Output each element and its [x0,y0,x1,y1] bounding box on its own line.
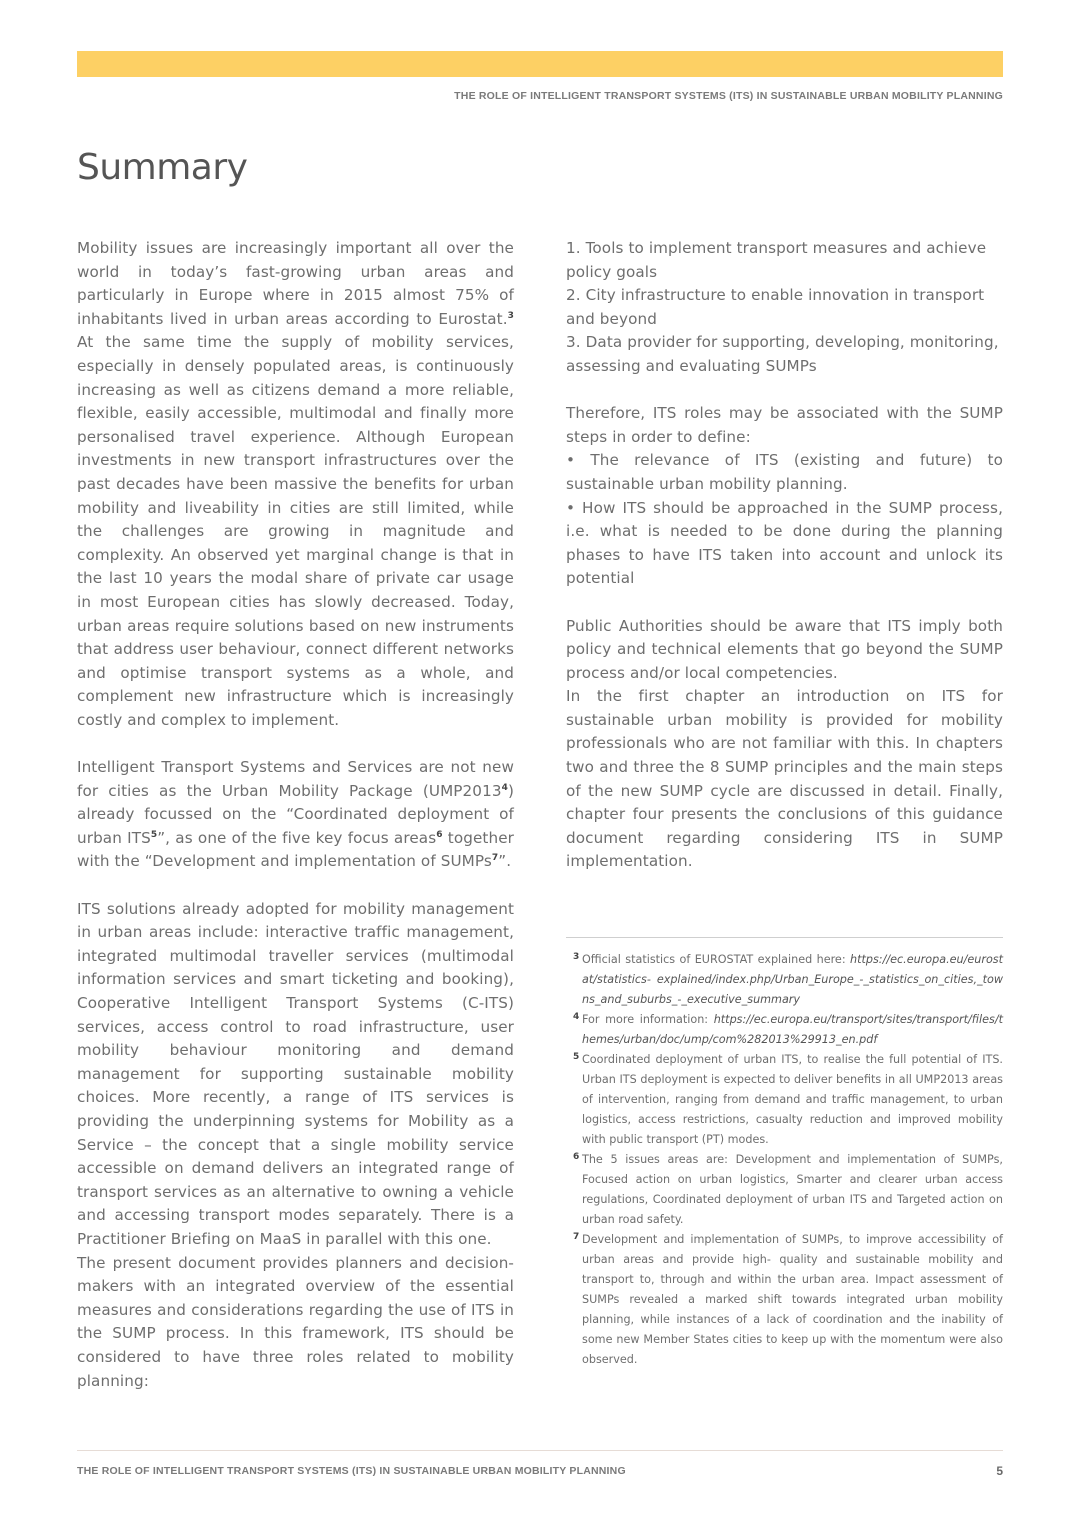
footnote-ref-3[interactable]: 3 [507,310,514,321]
page-number: 5 [996,1464,1003,1478]
right-column [566,237,1003,874]
role-item: 3. Data provider for supporting, developing, monitoring, assessing and evaluating SUMPs [566,333,999,375]
paragraph-public-authorities: Public Authorities should be aware that ITS imply both policy and technical elements that go beyond the SUMP process and/or local competencies. [566,616,1003,682]
page-title: Summary [77,147,248,188]
footnote-5: 5 Coordinated deployment of urban ITS, to realise the full potential of ITS. Urban ITS deployment is expected to deliver benefits in all UMP2013 areas of intervention, ranging from demand and traffic management, to urban logistics, access restrictions, casualty reduction and improved mobility with public transport (PT) modes. [573,1052,1003,1146]
footnote-ref-5[interactable]: 5 [150,829,158,840]
footnote-ref-4[interactable]: 4 [501,782,508,793]
footnote-4: 4 For more information: https://ec.europa.eu/transport/sites/transport/files/themes/urban/doc/ump/com%282013%29913_en.pdf [573,1012,1003,1046]
footnote-ref-6[interactable]: 6 [436,829,443,840]
footnotes [573,950,1003,1370]
running-header: THE ROLE OF INTELLIGENT TRANSPORT SYSTEMS (ITS) IN SUSTAINABLE URBAN MOBILITY PLANNING [454,90,1003,102]
footnote-6: 6 The 5 issues areas are: Development and implementation of SUMPs, Focused action on urban logistics, Smarter and clearer urban access regulations, Coordinated deployment of urban ITS and Targeted action on urban road safety. [573,1152,1003,1226]
header-accent-bar [77,51,1003,77]
footnote-link[interactable]: https://ec.europa.eu/eurostat/statistics- explained/index.php/Urban_Europe_-_statistics_on_cities,_towns_and_suburbs_-_executive_summary [582,953,1003,1006]
left-column [77,237,514,1393]
footnote-link[interactable]: https://ec.europa.eu/transport/sites/transport/files/themes/urban/doc/ump/com%282013%29913_en.pdf [582,1013,1003,1046]
footer-divider [77,1450,1003,1451]
paragraph-intro: Mobility issues are increasingly important all over the world in today’s fast-growing urban areas and particularly in Europe where in 2015 almost 75% of inhabitants lived in urban areas according to Eurostat.$^3$ At the same time the supply of mobility services, especially in densely populated areas, is continuously increasing as well as citizens demand a more reliable, flexible, easily accessible, multimodal and finally more personalised travel experience. Although European investments in new transport infrastructures over the past decades have been massive the benefits for urban mobility and liveability in cities are still limited, while the challenges are growing in magnitude and complexity. An observed yet marginal change is that in the last 10 years the modal share of private car usage in most European cities has slowly decreased. Today, urban areas require solutions based on new instruments that address user behaviour, connect different networks and optimise transport systems as a whole, and complement new infrastructure which is increasingly costly and complex to implement. [77,239,514,729]
paragraph-chapters: In the first chapter an introduction on ITS for sustainable urban mobility is provided for mobility professionals who are not familiar with this. In chapters two and three the 8 SUMP principles and the main steps of the new SUMP cycle are discussed in detail. Finally, chapter four presents the conclusions of this guidance document regarding considering ITS in SUMP implementation. [566,687,1003,871]
footer-title: THE ROLE OF INTELLIGENT TRANSPORT SYSTEMS (ITS) IN SUSTAINABLE URBAN MOBILITY PLANNING [77,1465,626,1477]
bullet-item: • The relevance of ITS (existing and future) to sustainable urban mobility planning. [566,451,1003,493]
paragraph-its-not-new: Intelligent Transport Systems and Services are not new for cities as the Urban Mobility Package (UMP2013$^4$) already focussed on the “Coordinated deployment of urban ITS$^5$”, as one of the five key focus areas$^6$ together with the “Development and implementation of SUMPs$^7$”. [77,758,514,871]
role-item: 2. City infrastructure to enable innovation in transport and beyond [566,286,985,328]
footnote-7: 7 Development and implementation of SUMPs, to improve accessibility of urban areas and provide high- quality and sustainable mobility and transport to, through and within the urban area. Impact assessment of SUMPs revealed a marked shift towards integrated urban mobility planning, while instances of a lack of coordination and the inability of some new Member States cities to keep up with the momentum were also observed. [573,1232,1003,1366]
footnote-3: 3 Official statistics of EUROSTAT explained here: https://ec.europa.eu/eurostat/statistics- explained/index.php/Urban_Europe_-_statistics_on_cities,_towns_and_suburbs_-_executive_summary [573,952,1003,1006]
footnote-ref-7[interactable]: 7 [491,853,499,864]
bullet-item: • How ITS should be approached in the SUMP process, i.e. what is needed to be done during the planning phases to have ITS taken into account and unlock its potential [566,498,1003,588]
role-item: 1. Tools to implement transport measures and achieve policy goals [566,239,987,281]
paragraph-therefore: Therefore, ITS roles may be associated with the SUMP steps in order to define: [566,404,1003,446]
footnote-divider [566,937,1003,938]
paragraph-its-solutions: ITS solutions already adopted for mobility management in urban areas include: interactive traffic management, integrated multimodal traveller services (multimodal information services and smart ticketing and booking), Cooperative Intelligent Transport Systems (C-ITS) services, access control to road infrastructure, user mobility behaviour monitoring and demand management for supporting sustainable mobility choices. More recently, a range of ITS services is providing the underpinning systems for Mobility as a Service – the concept that a single mobility service accessible on demand delivers an integrated range of transport services as an alternative to owning a vehicle and accessing transport modes separately. There is a Practitioner Briefing on MaaS in parallel with this one. [77,899,514,1248]
paragraph-present-document: The present document provides planners and decision-makers with an integrated overview of the essential measures and considerations regarding the use of ITS in the SUMP process. In this framework, ITS should be considered to have three roles related to mobility planning: [77,1253,514,1390]
